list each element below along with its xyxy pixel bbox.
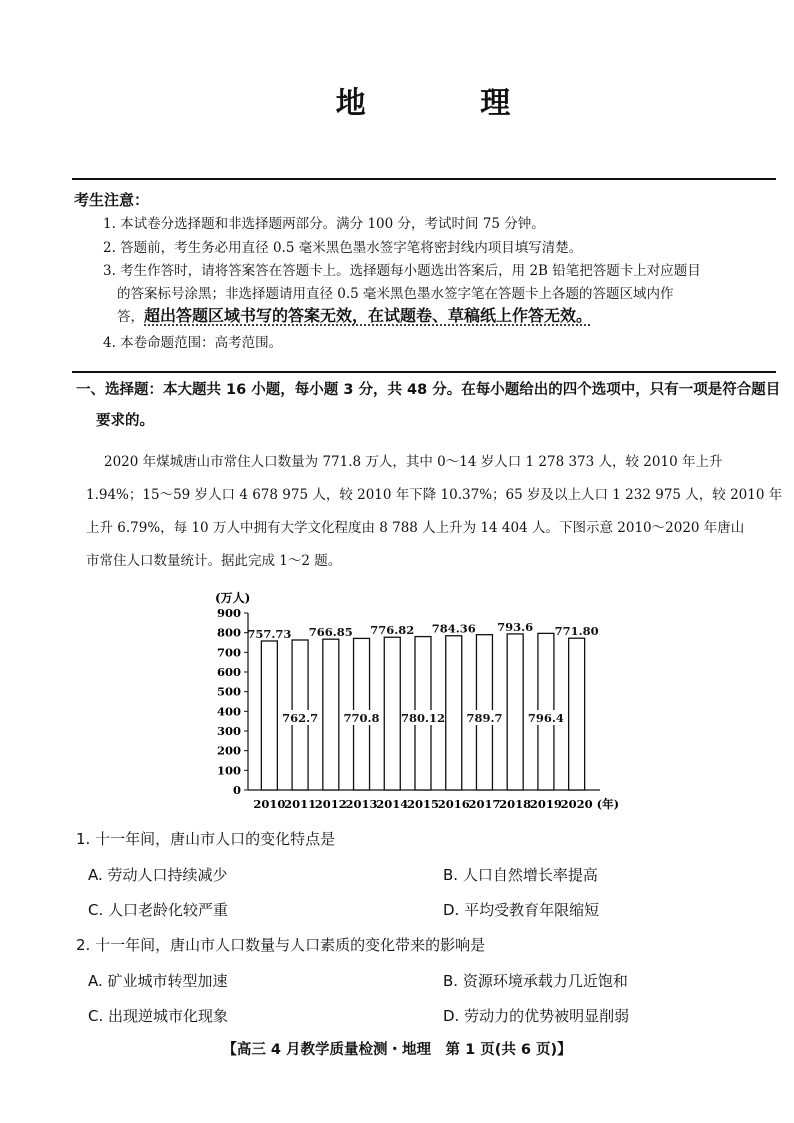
bar: [323, 639, 339, 790]
section-heading-1: 一、选择题：本大题共 16 小题，每小题 3 分，共 48 分。在每小题给出的四个选项中，只有一项是符合题目: [76, 382, 781, 398]
passage-line-2: 1.94%；15～59 岁人口 4 678 975 人，较 2010 年下降 10.37%；65 岁及以上人口 1 232 975 人，较 2010 年: [86, 487, 783, 503]
bar-data-label: 776.82: [370, 623, 415, 638]
x-axis-unit-label: (年): [596, 797, 620, 811]
notice-top-rule: [72, 178, 776, 180]
question-1-stem: 1. 十一年间，唐山市人口的变化特点是: [76, 830, 336, 848]
bar-data-label: 770.8: [343, 711, 380, 725]
notice-line-3a: 3. 考生作答时，请将答案答在答题卡上。选择题每小题选出答案后，用 2B 铅笔把答题卡上对应题目: [103, 263, 701, 279]
x-tick-label: 2020: [560, 797, 593, 811]
y-axis-unit-label: (万人): [215, 591, 251, 605]
bar-data-label: 762.7: [282, 711, 319, 725]
q2-option-d[interactable]: D. 劳动力的优势被明显削弱: [443, 1007, 630, 1025]
passage-line-3: 上升 6.79%，每 10 万人中拥有大学文化程度由 8 788 人上升为 14 404 人。下图示意 2010～2020 年唐山: [86, 520, 745, 536]
population-bar-chart: [0, 580, 794, 812]
bar-data-label: 780.12: [400, 711, 446, 725]
q1-option-d[interactable]: D. 平均受教育年限缩短: [443, 901, 600, 919]
y-tick-label: 600: [216, 665, 241, 679]
bar-data-label: 789.7: [466, 711, 503, 725]
section-heading-2: 要求的。: [96, 413, 154, 429]
notice-line-4: 4. 本卷命题范围：高考范围。: [103, 335, 283, 351]
page-footer: 【高三 4 月教学质量检测・地理 第 1 页(共 6 页)】: [222, 1042, 572, 1058]
q2-option-c[interactable]: C. 出现逆城市化现象: [88, 1007, 229, 1025]
notice-line-2: 2. 答题前，考生务必用直径 0.5 毫米黑色墨水签字笔将密封线内项目填写清楚。: [103, 240, 583, 256]
q1-option-c[interactable]: C. 人口老龄化较严重: [88, 901, 229, 919]
bar-data-label: 793.6: [497, 619, 534, 634]
q2-option-a[interactable]: A. 矿业城市转型加速: [88, 972, 228, 990]
q1-option-a[interactable]: A. 劳动人口持续减少: [88, 866, 228, 884]
x-tick-label: 2016: [437, 797, 470, 811]
bar-data-label: 796.4: [527, 711, 564, 725]
notice-bottom-rule: [72, 371, 776, 373]
q1-option-b[interactable]: B. 人口自然增长率提高: [443, 866, 598, 884]
x-tick-label: 2019: [529, 797, 562, 811]
bar-data-label: 766.85: [308, 625, 353, 640]
y-tick-label: 100: [216, 763, 241, 778]
y-tick-label: 900: [216, 606, 241, 620]
y-tick-label: 0: [232, 783, 241, 797]
notice-line-3c-prefix: 答，: [117, 309, 144, 325]
y-tick-label: 200: [216, 743, 241, 758]
y-tick-label: 700: [216, 645, 241, 660]
question-2-stem: 2. 十一年间，唐山市人口数量与人口素质的变化带来的影响是: [76, 936, 486, 954]
x-tick-label: 2011: [284, 797, 317, 811]
bar: [569, 638, 585, 790]
y-tick-label: 500: [216, 684, 241, 699]
x-tick-label: 2013: [345, 797, 378, 811]
bar: [507, 634, 523, 790]
x-tick-label: 2014: [376, 797, 409, 811]
y-tick-label: 400: [216, 704, 241, 719]
bar-data-label: 784.36: [431, 621, 476, 636]
bar: [384, 637, 400, 790]
notice-emphasis: 超出答题区域书写的答案无效，在试题卷、草稿纸上作答无效。: [144, 306, 593, 325]
y-tick-label: 300: [216, 724, 241, 738]
bar-data-label: 771.80: [554, 624, 599, 639]
bar-data-label: 757.73: [247, 626, 292, 641]
y-tick-label: 800: [216, 625, 241, 640]
notice-line-1: 1. 本试卷分选择题和非选择题两部分。满分 100 分，考试时间 75 分钟。: [103, 216, 545, 232]
passage-line-4: 市常住人口数量统计。据此完成 1～2 题。: [86, 553, 342, 569]
bar: [261, 641, 277, 790]
passage-line-1: 2020 年煤城唐山市常住人口数量为 771.8 万人，其中 0～14 岁人口 1 278 373 人，较 2010 年上升: [104, 454, 723, 470]
x-tick-label: 2017: [468, 797, 501, 811]
bar: [446, 636, 462, 790]
x-tick-label: 2015: [406, 797, 440, 811]
x-tick-label: 2018: [499, 797, 532, 811]
x-tick-label: 2012: [314, 797, 347, 811]
x-tick-label: 2010: [253, 797, 286, 811]
q2-option-b[interactable]: B. 资源环境承载力几近饱和: [443, 972, 628, 990]
page-title: 地 理: [335, 86, 563, 121]
notice-line-3b: 的答案标号涂黑；非选择题请用直径 0.5 毫米黑色墨水签字笔在答题卡上各题的答题区域内作: [117, 286, 674, 302]
notice-heading: 考生注意：: [74, 191, 150, 209]
notice-line-3c: [117, 303, 592, 326]
